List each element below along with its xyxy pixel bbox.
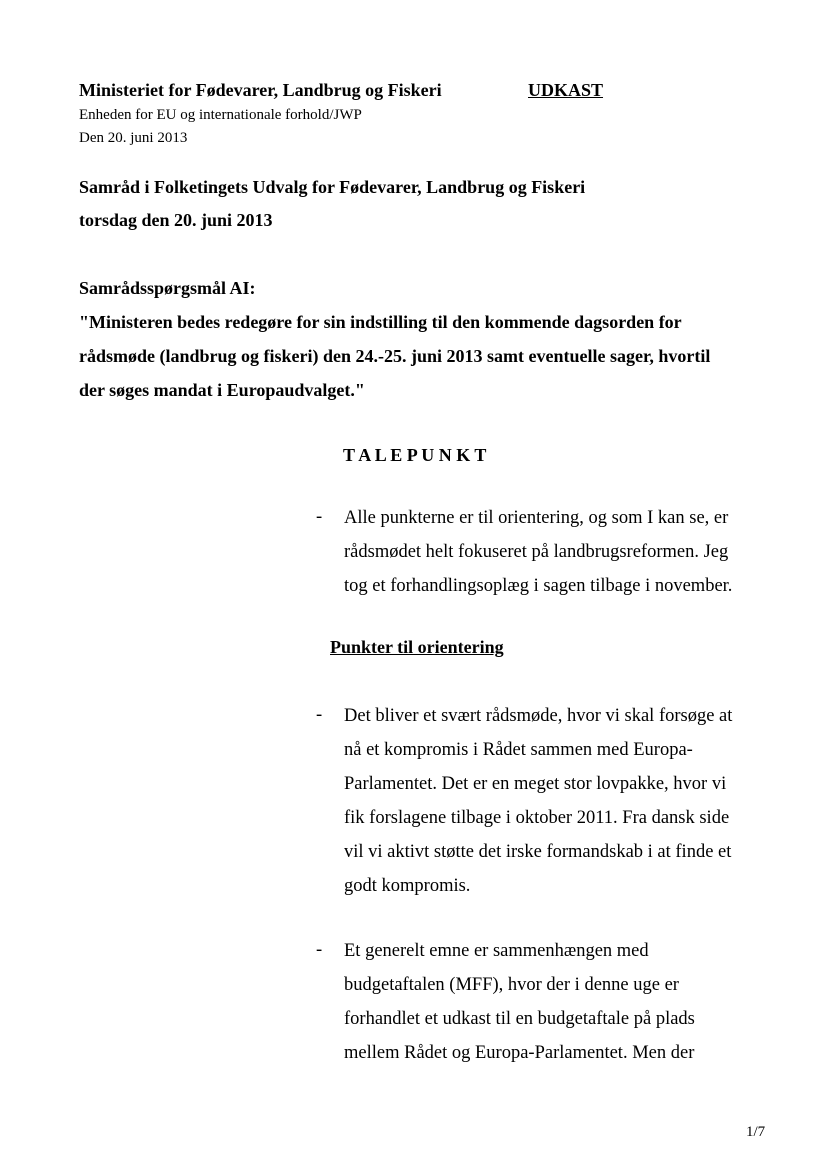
bullet-line: Parlamentet. Det er en meget stor lovpakke, hvor vi — [344, 774, 727, 794]
talepunkt-heading: T A L E P U N K T — [343, 445, 487, 465]
ministry-name: Ministeriet for Fødevarer, Landbrug og Fiskeri — [79, 80, 442, 100]
document-date: Den 20. juni 2013 — [79, 130, 188, 146]
bullet-text — [344, 501, 732, 603]
bullet-dash: - — [316, 940, 323, 960]
meeting-title-line1: Samråd i Folketingets Udvalg for Fødevarer, Landbrug og Fiskeri — [79, 177, 586, 197]
bullet-text — [344, 934, 695, 1070]
section-heading: Punkter til orientering — [330, 637, 504, 657]
bullet-line: Et generelt emne er sammenhængen med — [344, 941, 649, 961]
unit-name: Enheden for EU og internationale forhold/JWP — [79, 107, 362, 123]
bullet-line: vil vi aktivt støtte det irske formandskab i at finde et — [344, 842, 732, 862]
draft-label: UDKAST — [528, 80, 604, 100]
bullet-line: budgetaftalen (MFF), hvor der i denne uge er — [344, 975, 679, 995]
bullet-line: nå et kompromis i Rådet sammen med Europa- — [344, 740, 693, 760]
bullet-line: rådsmødet helt fokuseret på landbrugsreformen. Jeg — [344, 542, 729, 562]
meeting-title-line2: torsdag den 20. juni 2013 — [79, 210, 273, 230]
question-line: der søges mandat i Europaudvalget." — [79, 380, 365, 400]
page-number: 1/7 — [746, 1124, 766, 1140]
question-line: "Ministeren bedes redegøre for sin indstilling til den kommende dagsorden for — [79, 312, 682, 332]
bullet-line: forhandlet et udkast til en budgetaftale på plads — [344, 1009, 695, 1029]
bullet-text — [344, 699, 732, 903]
bullet-line: godt kompromis. — [344, 876, 471, 896]
bullet-line: Alle punkterne er til orientering, og som I kan se, er — [344, 508, 729, 528]
question-line: rådsmøde (landbrug og fiskeri) den 24.-25. juni 2013 samt eventuelle sager, hvortil — [79, 346, 711, 366]
bullet-line: mellem Rådet og Europa-Parlamentet. Men der — [344, 1043, 695, 1063]
bullet-dash: - — [316, 507, 323, 527]
bullet-line: fik forslagene tilbage i oktober 2011. Fra dansk side — [344, 808, 730, 828]
bullet-line: Det bliver et svært rådsmøde, hvor vi skal forsøge at — [344, 706, 733, 726]
bullet-line: tog et forhandlingsoplæg i sagen tilbage i november. — [344, 576, 733, 596]
bullet-dash: - — [316, 705, 323, 725]
question-label: Samrådsspørgsmål AI: — [79, 278, 256, 298]
